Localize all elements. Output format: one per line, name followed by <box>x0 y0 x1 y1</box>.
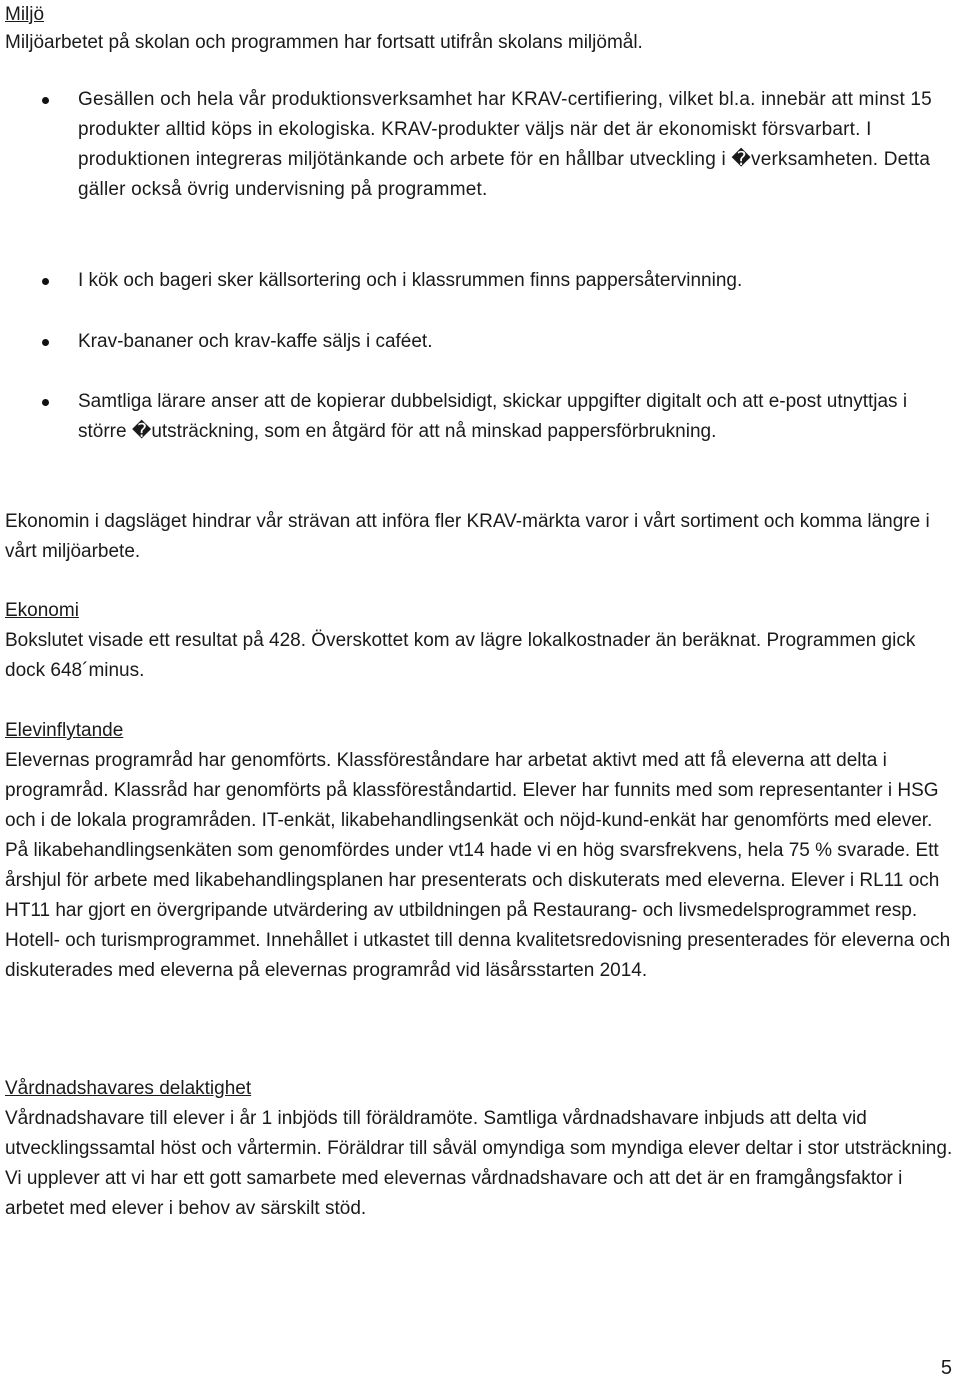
bullet-text: Gesällen och hela vår produktionsverksamhet har KRAV-certifiering, vilket bl.a. innebär att minst 15 produkter alltid köps in ekologiska. KRAV-produkter väljs när det är ekonomiskt försvarbart. I produktionen integreras miljötänkande och arbete för en hållbar utveckling i �verksamheten. Detta gäller också övrig undervisning på programmet. <box>78 89 932 200</box>
bullet-icon <box>42 399 49 406</box>
section-heading-vardnadshavare: Vårdnadshavares delaktighet <box>5 1078 252 1099</box>
ekonomi-text: Bokslutet visade ett resultat på 428. Överskottet kom av lägre lokalkostnader än beräknat. Programmen gick dock 648´minus. <box>5 630 916 681</box>
section-heading-miljo: Miljö <box>5 4 45 25</box>
bullet-text: Krav-bananer och krav-kaffe säljs i caféet. <box>78 331 433 352</box>
section-heading-elevinflytande: Elevinflytande <box>5 720 124 741</box>
bullet-icon <box>42 339 49 346</box>
elevinflytande-text: Elevernas programråd har genomförts. Klassföreståndare har arbetat aktivt med att få eleverna att delta i programråd. Klassråd har genomförts på klassföreståndartid. Elever har funnits med som representanter i HSG och i de lokala programråden. IT-enkät, likabehandlingsenkät och nöjd-kund-enkät har genomförts med elever. På likabehandlingsenkäten som genomfördes under vt14 hade vi en hög svarsfrekvens, hela 75 % svarade. Ett årshjul för arbete med likabehandlingsplanen har presenterats och diskuterats med eleverna. Elever i RL11 och HT11 har gjort en övergripande utvärdering av utbildningen på Restaurang- och livsmedelsprogrammet resp. Hotell- och turismprogrammet. Innehållet i utkastet till denna kvalitetsredovisning presenterades för eleverna och diskuterades med eleverna på elevernas programråd vid läsårsstarten 2014. <box>5 750 951 981</box>
bullet-text: I kök och bageri sker källsortering och i klassrummen finns pappersåtervinning. <box>78 270 743 291</box>
bullet-icon <box>42 278 49 285</box>
page-number: 5 <box>940 1357 952 1379</box>
section-heading-ekonomi: Ekonomi <box>5 600 79 621</box>
miljo-intro: Miljöarbetet på skolan och programmen har fortsatt utifrån skolans miljömål. <box>5 32 643 53</box>
bullet-icon <box>42 97 49 104</box>
miljo-closing: Ekonomin i dagsläget hindrar vår strävan att införa fler KRAV-märkta varor i vårt sortiment och komma längre i vårt miljöarbete. <box>5 511 930 562</box>
vardnadshavare-text: Vårdnadshavare till elever i år 1 inbjöds till föräldramöte. Samtliga vårdnadshavare inbjuds att delta vid utvecklingssamtal höst och vårtermin. Föräldrar till såväl omyndiga som myndiga elever deltar i stor utsträckning. Vi upplever att vi har ett gott samarbete med elevernas vårdnadshavare och att det är en framgångsfaktor i arbetet med elever i behov av särskilt stöd. <box>5 1108 953 1219</box>
bullet-text: Samtliga lärare anser att de kopierar dubbelsidigt, skickar uppgifter digitalt och att e-post utnyttjas i större �utsträckning, som en åtgärd för att nå minskad pappersförbrukning. <box>78 391 908 442</box>
